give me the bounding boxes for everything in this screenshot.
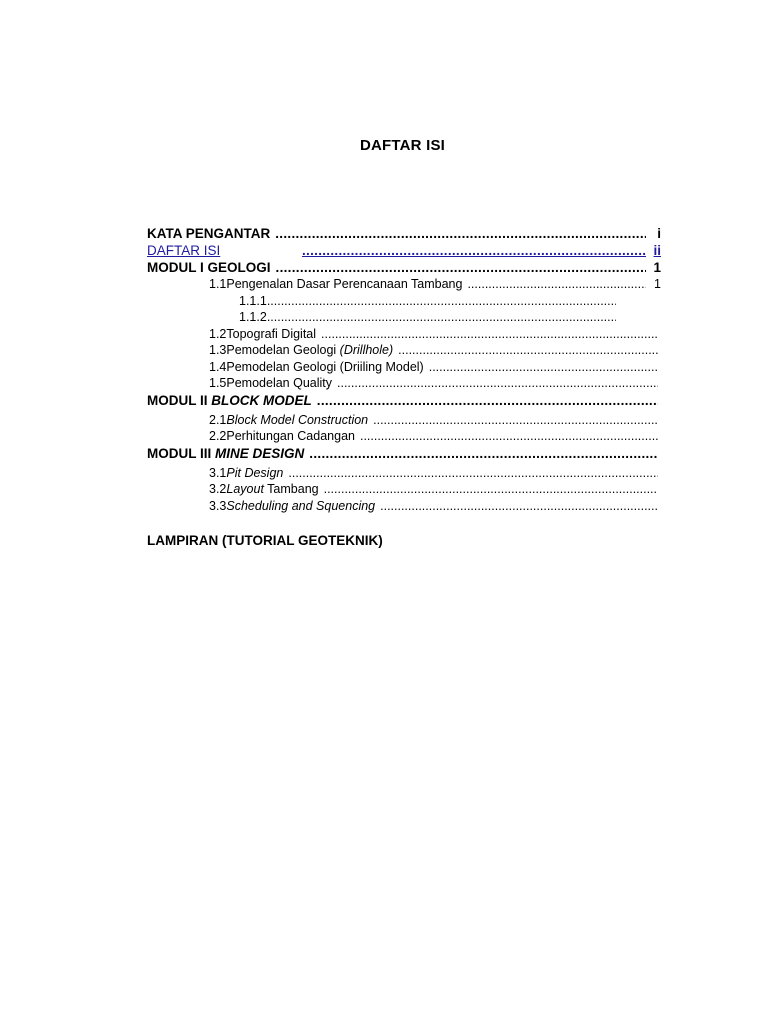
toc-entry-modul-ii[interactable] [147,393,661,410]
toc-label [226,466,283,480]
toc-entry-1-4[interactable] [147,360,661,377]
toc-entry-lampiran[interactable] [147,533,661,550]
toc-entry-1-3[interactable] [147,343,661,360]
toc-leader [267,294,616,308]
toc-number: 3.3 [209,498,227,513]
toc-page-number: 1 [653,260,661,275]
toc-label: Pengenalan Dasar Perencanaan Tambang [226,277,463,291]
toc-label: Topografi Digital [226,326,317,341]
toc-entry-3-3[interactable] [147,499,661,516]
toc-page-number[interactable]: ii [653,243,661,258]
toc-label-italic: Layout [226,482,264,496]
toc-leader [337,376,658,390]
toc-label [147,446,304,461]
toc-label-italic: MINE DESIGN [215,445,305,461]
toc-entry-kata-pengantar[interactable] [147,226,661,243]
toc-number: 1.4 [209,359,227,374]
toc-leader [380,499,658,513]
toc-entry-1-1[interactable] [147,277,661,294]
page-title: DAFTAR ISI [359,137,446,154]
toc-label-italic: Pit Design [226,465,284,480]
toc-label-text: Tambang [267,482,319,496]
toc-entry-3-1[interactable] [147,466,661,483]
toc-label-italic: (Drillhole) [339,343,394,357]
toc-label-italic: Block Model Construction [226,412,369,427]
toc-leader [467,277,646,291]
toc-label [226,499,375,513]
toc-label-italic: BLOCK MODEL [211,392,312,408]
toc-number: 3.2 [209,482,227,496]
toc-entry-1-5[interactable] [147,376,661,393]
toc-number: 1.5 [209,376,227,390]
toc-page-number: i [657,226,661,241]
toc-page-number: 1 [654,277,661,291]
toc-leader [373,413,658,427]
toc-leader [398,343,658,357]
toc-leader [267,310,616,324]
toc-label-italic: Scheduling and Squencing [226,498,376,513]
toc-label-text: MODUL III [147,445,212,461]
toc-number: 1.2 [209,326,227,341]
toc-link-label[interactable]: DAFTAR ISI [147,243,221,258]
toc-label-text: MODUL II [147,392,208,408]
spacer [147,515,661,533]
toc-label [226,413,368,427]
toc-leader [275,226,646,241]
toc-entry-1-2[interactable] [147,327,661,344]
toc-label: LAMPIRAN (TUTORIAL GEOTEKNIK) [147,533,383,548]
toc-leader [276,260,646,275]
toc-entry-modul-iii[interactable] [147,446,661,463]
toc-leader [429,360,658,374]
toc-label [147,393,312,408]
toc-leader [309,446,658,461]
toc-number: 2.1 [209,412,227,427]
toc-label-text: Pemodelan Geologi [226,343,337,357]
toc-number: 1.3 [209,343,227,357]
toc-leader [324,482,658,496]
toc-label: Pemodelan Geologi (Driiling Model) [226,359,424,374]
toc-label [226,482,318,496]
toc-number: 1.1 [209,277,227,291]
toc-entry-2-2[interactable] [147,429,661,446]
toc-label: Pemodelan Quality [226,376,333,390]
toc-entry-1-1-2[interactable] [147,310,661,327]
toc-label: KATA PENGANTAR [147,226,271,241]
toc-entry-1-1-1[interactable] [147,294,661,311]
table-of-contents [147,226,661,550]
toc-leader [317,393,658,408]
toc-number: 1.1.1 [239,293,267,308]
toc-entry-2-1[interactable] [147,413,661,430]
toc-entry-3-2[interactable] [147,482,661,499]
toc-leader [288,466,658,480]
toc-leader [321,327,658,341]
toc-entry-daftar-isi[interactable] [147,243,661,260]
toc-number: 3.1 [209,465,227,480]
toc-label [226,343,393,357]
toc-label: Perhitungan Cadangan [226,429,355,443]
toc-leader [360,429,658,443]
toc-number: 2.2 [209,429,227,443]
toc-number: 1.1.2 [239,310,267,324]
toc-label: MODUL I GEOLOGI [147,260,271,275]
toc-leader [302,243,646,258]
toc-entry-modul-i[interactable] [147,260,661,277]
